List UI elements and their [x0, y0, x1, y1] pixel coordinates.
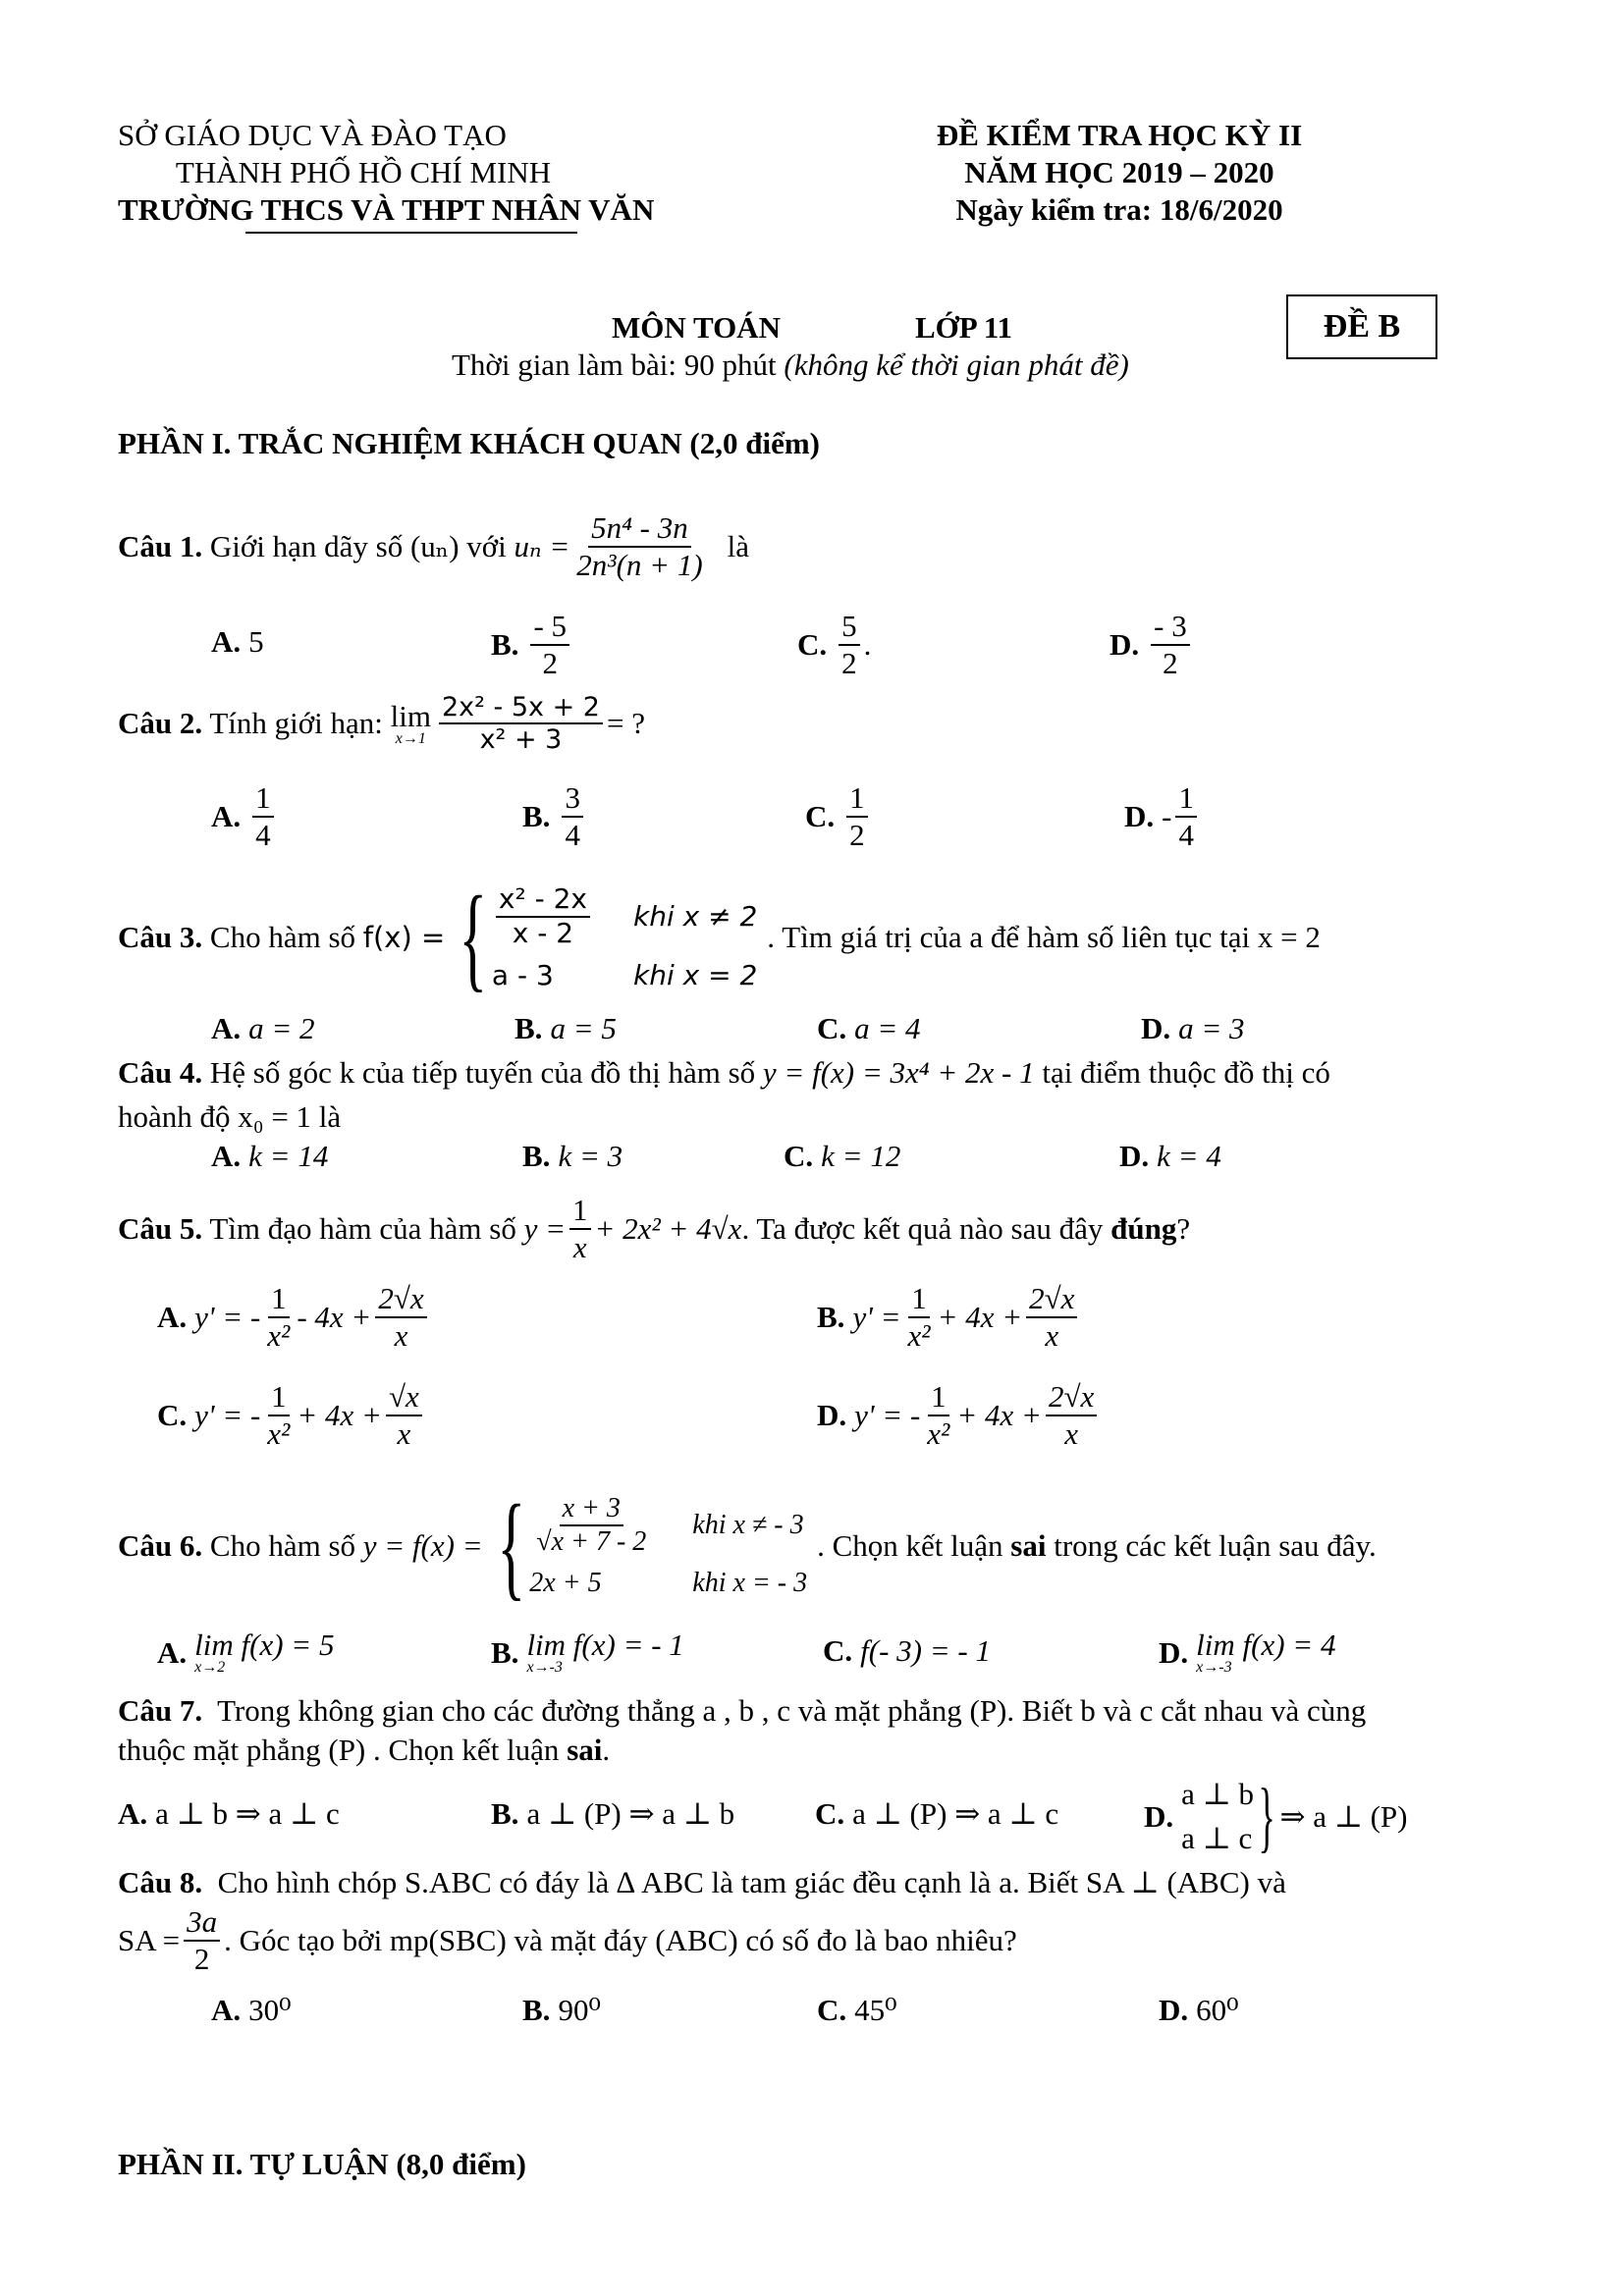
exam-time-note: (không kể thời gian phát đề) [784, 347, 1129, 382]
q5-frac [569, 1193, 591, 1264]
question-5 [118, 1193, 1190, 1264]
q5-b-rest: + 4x + [937, 1299, 1023, 1334]
q5-b-frac1 [905, 1281, 934, 1353]
q2-label: Câu 2. [118, 706, 203, 741]
q3-case1-num: x² - 2x [496, 883, 590, 917]
q5-a-one: 1 [268, 1281, 290, 1318]
exam-time-text: Thời gian làm bài: 90 phút [452, 347, 785, 382]
header-right-line1: ĐỀ KIỂM TRA HỌC KỲ II [936, 118, 1303, 152]
q4-option-b-label: B. [522, 1139, 551, 1173]
q6-tail2: trong các kết luận sau đây. [1046, 1528, 1377, 1563]
q5-c-frac2 [386, 1379, 422, 1451]
q6-d-sub: x→-3 [1196, 1659, 1232, 1676]
part2-heading: PHẦN II. TỰ LUẬN (8,0 điểm) [118, 2147, 526, 2181]
q6-case1-cond: khi x ≠ - 3 [692, 1510, 804, 1540]
q7-text: Trong không gian cho các đường thẳng a , b , c và mặt phẳng (P). Biết b và c cắt nhau và cùng [202, 1693, 1367, 1728]
q3-option-a-label: A. [211, 1011, 242, 1045]
q6-case1-den: √x + 7 - 2 [536, 1526, 647, 1557]
q8-option-a-label: A. [211, 1993, 242, 2027]
q2-option-d-label: D. [1124, 798, 1155, 833]
header-right-line3: Ngày kiểm tra: 18/6/2020 [955, 192, 1283, 227]
q3-option-c-label: C. [817, 1011, 847, 1045]
q6-case2: 2x + 5 [529, 1568, 602, 1599]
q2-lim [390, 698, 431, 747]
q5-frac-num: 1 [569, 1193, 591, 1230]
q3-system [445, 872, 758, 1002]
q5-c-x: x [397, 1415, 411, 1451]
q6-system [483, 1480, 808, 1611]
q6-d-expr: lim f(x) = 4 [1196, 1628, 1336, 1662]
q2-den: x² + 3 [479, 724, 563, 756]
q8-sa: SA = [118, 1922, 181, 1957]
question-4 [118, 1055, 1330, 1091]
q2-option-b-label: B. [522, 798, 551, 833]
q8-option-a[interactable] [211, 1993, 292, 2028]
header-left-line1: SỞ GIÁO DỤC VÀ ĐÀO TẠO [118, 118, 507, 152]
q7-line2-bold: sai [567, 1733, 603, 1767]
q7-d-line2: a ⊥ c [1181, 1820, 1253, 1855]
q3-b-value: a = 5 [550, 1011, 617, 1045]
q5-option-a[interactable] [157, 1281, 431, 1353]
q2-d-frac [1175, 780, 1197, 852]
q5-a-frac2 [375, 1281, 426, 1353]
q2-lim-word: lim [390, 698, 431, 733]
exam-time [452, 347, 1129, 383]
q3-brace: { [459, 872, 488, 1002]
q4-option-d[interactable] [1119, 1139, 1221, 1174]
header-right-line2: NĂM HỌC 2019 – 2020 [964, 155, 1274, 189]
q8-line2 [118, 1904, 1017, 1976]
q4-text: Hệ số góc k của tiếp tuyến của đồ thị hàm số [202, 1055, 763, 1090]
q1-b-num: - 5 [530, 609, 569, 646]
q6-option-d-label: D. [1159, 1634, 1189, 1670]
q7-option-d-label: D. [1144, 1798, 1174, 1834]
header-underline [245, 232, 577, 234]
q2-text: Tính giới hạn: [202, 706, 391, 741]
q1-option-b[interactable] [491, 609, 573, 680]
q2-option-c-label: C. [805, 798, 836, 833]
header-left-line2: THÀNH PHỐ HỒ CHÍ MINH [175, 155, 552, 189]
q3-tail: . Tìm giá trị của a để hàm số liên tục tại x = 2 [767, 920, 1321, 954]
q1-c-den: 2 [841, 645, 857, 680]
q2-option-c[interactable] [805, 780, 872, 852]
q7-option-b[interactable] [491, 1796, 734, 1832]
q7-line2-end: . [602, 1733, 611, 1767]
q8-a-value: 30⁰ [248, 1993, 292, 2027]
q6-option-b-label: B. [491, 1634, 519, 1670]
q6-a-lim [194, 1629, 334, 1676]
q2-c-num: 1 [846, 780, 868, 818]
q5-c-sqrt: √x [386, 1379, 422, 1416]
q7-line2 [118, 1733, 610, 1768]
q6-option-d[interactable] [1159, 1629, 1339, 1676]
question-7 [118, 1693, 1366, 1729]
q6-option-c[interactable] [823, 1633, 991, 1669]
q2-fraction [439, 692, 603, 755]
q1-option-a[interactable] [211, 624, 264, 660]
q2-b-num: 3 [562, 780, 583, 818]
q1-option-b-label: B. [491, 626, 519, 662]
q1-option-d-label: D. [1110, 626, 1140, 662]
q3-label: Câu 3. [118, 920, 203, 954]
q7-a-value: a ⊥ b ⇒ a ⊥ c [155, 1796, 340, 1831]
q6-a-expr: lim f(x) = 5 [194, 1628, 335, 1662]
q3-option-a[interactable] [211, 1011, 315, 1046]
exam-code: ĐỀ B [1323, 308, 1401, 345]
q5-rest: + 2x² + 4√x [594, 1210, 742, 1246]
q8-num: 3a [184, 1904, 220, 1942]
q1-option-d[interactable] [1110, 609, 1194, 680]
q4-option-a-label: A. [211, 1139, 242, 1173]
q5-a-x2: x² [267, 1317, 291, 1353]
q8-frac [184, 1904, 220, 1976]
q8-option-d[interactable] [1159, 1993, 1239, 2028]
q1-text: Giới hạn dãy số (uₙ) với [202, 528, 514, 563]
q2-c-frac [846, 780, 868, 852]
q7-d-line1: a ⊥ b [1181, 1777, 1255, 1811]
q2-option-d[interactable] [1124, 780, 1201, 852]
q3-case1-cond: khi x ≠ 2 [633, 900, 758, 933]
q5-frac-den: x [572, 1229, 587, 1264]
q8-option-c-label: C. [817, 1993, 847, 2027]
q2-d-sign: - [1162, 798, 1172, 833]
q3-case2-cond: khi x = 2 [633, 958, 758, 991]
q6-case1-num: x + 3 [560, 1493, 623, 1526]
q3-option-c[interactable] [817, 1011, 921, 1046]
q1-label: Câu 1. [118, 528, 203, 563]
q5-c-frac1 [264, 1379, 293, 1451]
q7-line2-text: thuộc mặt phẳng (P) . Chọn kết luận [118, 1733, 568, 1767]
q2-a-num: 1 [252, 780, 274, 818]
q3-option-b[interactable] [514, 1011, 617, 1046]
q6-option-a-label: A. [157, 1634, 188, 1670]
q3-case2: a - 3 [491, 958, 554, 991]
q5-c-x2: x² [267, 1415, 291, 1451]
q4-d-value: k = 4 [1157, 1139, 1221, 1173]
q5-d-x2: x² [927, 1415, 950, 1451]
q8-b-value: 90⁰ [558, 1993, 601, 2027]
q8-d-value: 60⁰ [1196, 1993, 1239, 2027]
q3-case1-frac [496, 883, 590, 948]
q7-d-tail: ⇒ a ⊥ (P) [1279, 1798, 1408, 1834]
q8-option-b-label: B. [522, 1993, 551, 2027]
q6-case2-cond: khi x = - 3 [692, 1568, 808, 1599]
q1-den: 2n³(n + 1) [576, 547, 703, 582]
q5-text: Tìm đạo hàm của hàm số [202, 1210, 524, 1246]
q2-num: 2x² - 5x + 2 [439, 692, 603, 724]
q5-option-c[interactable] [157, 1379, 426, 1451]
q5-d-rest: + 4x + [956, 1397, 1042, 1432]
q6-fx: y = f(x) = [362, 1528, 483, 1563]
q3-option-b-label: B. [514, 1011, 543, 1045]
q5-y: y = [523, 1210, 567, 1246]
q6-b-expr: lim f(x) = - 1 [526, 1628, 684, 1662]
q1-d-num: - 3 [1151, 609, 1190, 646]
question-3 [118, 869, 1321, 1006]
q2-d-den: 4 [1178, 817, 1194, 852]
q4-fx: y = f(x) = 3x⁴ + 2x - 1 [762, 1055, 1035, 1090]
q2-c-den: 2 [849, 817, 865, 852]
q4-option-b[interactable] [522, 1139, 623, 1174]
q4-label: Câu 4. [118, 1055, 203, 1090]
q1-c-num: 5 [839, 609, 860, 646]
q1-b-den: 2 [542, 645, 558, 680]
q6-brace: { [497, 1480, 525, 1611]
q8-label: Câu 8. [118, 1865, 203, 1899]
q1-option-a-value: 5 [248, 624, 264, 659]
q8-option-d-label: D. [1159, 1993, 1189, 2027]
q1-option-d-frac [1151, 609, 1190, 680]
q6-text: Cho hàm số [202, 1528, 363, 1563]
q4-option-d-label: D. [1119, 1139, 1150, 1173]
q6-option-c-label: C. [823, 1633, 853, 1668]
q6-b-sub: x→-3 [526, 1659, 563, 1676]
q8-text: Cho hình chóp S.ABC có đáy là ∆ ABC là tam giác đều cạnh là a. Biết SA ⊥ (ABC) và [202, 1865, 1286, 1899]
q4-option-c-label: C. [784, 1139, 814, 1173]
q5-a-frac1 [264, 1281, 293, 1353]
q1-d-den: 2 [1163, 645, 1178, 680]
q6-label: Câu 6. [118, 1528, 203, 1563]
q3-cases [492, 883, 757, 990]
q5-option-a-label: A. [157, 1299, 188, 1334]
q4-option-c[interactable] [784, 1139, 900, 1174]
q5-option-d-label: D. [817, 1397, 847, 1432]
q3-fx: f(x) = [362, 921, 446, 954]
q7-d-stack [1181, 1773, 1254, 1861]
q2-b-frac [562, 780, 583, 852]
q4-c-value: k = 12 [821, 1139, 901, 1173]
q6-cases [529, 1493, 807, 1599]
q6-a-sub: x→2 [194, 1659, 226, 1676]
q5-d-one: 1 [928, 1379, 949, 1416]
q5-c-prefix: y' = - [194, 1397, 261, 1432]
q5-d-frac2 [1046, 1379, 1097, 1451]
q2-option-a[interactable] [211, 780, 278, 852]
q1-option-c[interactable]: C. $\frac{5}{2}$ . [797, 609, 872, 680]
q5-d-2sqrt: 2√x [1046, 1379, 1097, 1416]
q5-a-rest: - 4x + [297, 1299, 372, 1334]
q5-tail2: ? [1176, 1210, 1191, 1246]
q5-option-b-label: B. [817, 1299, 845, 1334]
q7-option-a[interactable] [118, 1796, 340, 1832]
q6-tail1: . Chọn kết luận [817, 1528, 1011, 1563]
q1-num: 5n⁴ - 3n [588, 510, 691, 548]
q8-option-c[interactable] [817, 1993, 897, 2028]
q4-tail: tại điểm thuộc đồ thị có [1034, 1055, 1330, 1090]
q5-a-2sqrt: 2√x [375, 1281, 426, 1318]
q1-option-b-frac [530, 609, 569, 680]
q1-option-a-label: A. [211, 624, 242, 659]
q8-option-b[interactable] [522, 1993, 601, 2028]
q8-tail: . Góc tạo bởi mp(SBC) và mặt đáy (ABC) có số đo là bao nhiêu? [224, 1922, 1017, 1957]
q5-tail1: . Ta được kết quả nào sau đây [741, 1210, 1111, 1246]
q7-option-c-label: C. [815, 1796, 845, 1831]
q5-b-x: x [1045, 1317, 1059, 1353]
q5-b-2sqrt: 2√x [1026, 1281, 1077, 1318]
q5-c-one: 1 [268, 1379, 290, 1416]
q4-b-value: k = 3 [558, 1139, 623, 1173]
q7-option-a-label: A. [118, 1796, 148, 1831]
q6-option-b[interactable] [491, 1629, 688, 1676]
subject-title: MÔN TOÁN [612, 310, 781, 345]
q3-option-d[interactable] [1141, 1011, 1245, 1046]
q2-tail: = ? [606, 706, 645, 741]
q6-case1-frac [533, 1493, 649, 1558]
q6-tail-bold: sai [1010, 1528, 1047, 1563]
q5-option-d[interactable] [817, 1379, 1101, 1451]
q5-a-x: x [394, 1317, 408, 1353]
q8-c-value: 45⁰ [854, 1993, 897, 2027]
q7-label: Câu 7. [118, 1693, 203, 1728]
q5-tail-bold: đúng [1110, 1210, 1177, 1246]
q4-line2: hoành độ x₀ = 1 là [118, 1099, 342, 1134]
header-left-line3: TRƯỜNG THCS VÀ THPT NHÂN VĂN [118, 192, 655, 227]
q7-b-value: a ⊥ (P) ⇒ a ⊥ b [526, 1796, 735, 1831]
q8-den: 2 [193, 1941, 210, 1976]
q5-b-one: 1 [908, 1281, 930, 1318]
q6-b-lim [526, 1629, 683, 1676]
q7-option-b-label: B. [491, 1796, 519, 1831]
q5-d-frac1 [924, 1379, 952, 1451]
q1-option-c-frac [839, 609, 860, 680]
q5-d-prefix: y' = - [854, 1397, 921, 1432]
q5-c-rest: + 4x + [297, 1397, 382, 1432]
q4-a-value: k = 14 [248, 1139, 329, 1173]
q1-option-c-label: C. [797, 626, 828, 662]
q3-d-value: a = 3 [1178, 1011, 1245, 1045]
question-8 [118, 1865, 1286, 1900]
q2-a-den: 4 [255, 817, 271, 852]
question-2 [118, 692, 645, 755]
q3-c-value: a = 4 [854, 1011, 921, 1045]
q1-var: uₙ = [514, 528, 570, 563]
q7-option-d[interactable] [1144, 1773, 1408, 1861]
q1-fraction [573, 510, 705, 582]
q6-option-a[interactable] [157, 1629, 338, 1676]
q5-a-prefix: y' = - [194, 1299, 261, 1334]
part1-heading: PHẦN I. TRẮC NGHIỆM KHÁCH QUAN (2,0 điểm) [118, 426, 820, 460]
q4-option-a[interactable] [211, 1139, 328, 1174]
q3-a-value: a = 2 [248, 1011, 315, 1045]
question-1 [118, 510, 749, 582]
q7-d-brace: } [1258, 1773, 1275, 1860]
q5-label: Câu 5. [118, 1210, 203, 1246]
question-6 [118, 1472, 1377, 1620]
q2-lim-sub: x→1 [395, 729, 426, 747]
grade-title: LỚP 11 [915, 310, 1013, 345]
q5-b-x2: x² [907, 1317, 931, 1353]
q3-text: Cho hàm số [202, 920, 363, 954]
q2-b-den: 4 [565, 817, 580, 852]
q1-tail: là [727, 528, 750, 563]
q2-d-num: 1 [1175, 780, 1197, 818]
q5-option-c-label: C. [157, 1397, 188, 1432]
q7-option-c[interactable] [815, 1796, 1058, 1832]
q5-b-frac2 [1026, 1281, 1077, 1353]
q7-c-value: a ⊥ (P) ⇒ a ⊥ c [852, 1796, 1059, 1831]
q3-case1-den: x - 2 [512, 916, 574, 949]
q2-option-b[interactable] [522, 780, 587, 852]
q6-c-value: f(- 3) = - 1 [860, 1633, 991, 1668]
q5-option-b[interactable] [817, 1281, 1081, 1353]
q2-option-a-label: A. [211, 798, 242, 833]
q6-d-lim [1196, 1629, 1335, 1676]
q5-b-prefix: y' = [852, 1299, 901, 1334]
q2-a-frac [252, 780, 274, 852]
q3-option-d-label: D. [1141, 1011, 1171, 1045]
q5-d-x: x [1064, 1415, 1078, 1451]
